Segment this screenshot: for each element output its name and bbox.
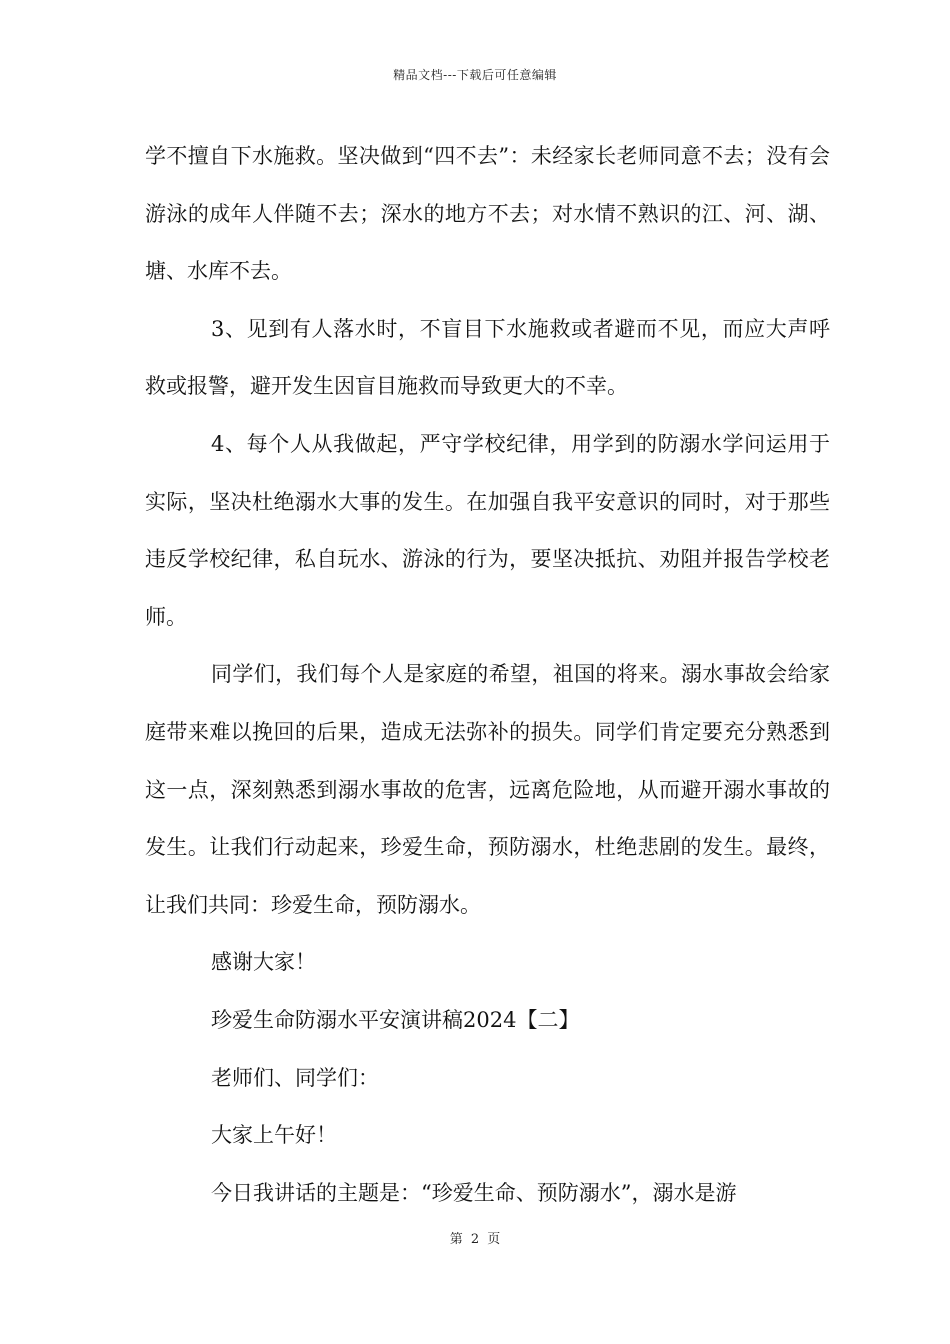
paragraph-closing: 同学们，我们每个人是家庭的希望，祖国的将来。溺水事故会给家庭带来难以挽回的后果，造成无法弥补的损失。同学们肯定要充分熟悉到这一点，深刻熟悉到溺水事故的危害，远离危险地，从而避开溺水事故的发生。让我们行动起来，珍爱生命，预防溺水，杜绝悲剧的发生。最终，让我们共同：珍爱生命，预防溺水。: [145, 662, 830, 917]
salutation: 老师们、同学们：: [211, 1065, 379, 1090]
page-footer: [0, 1228, 950, 1247]
paragraph-item-3: 3、见到有人落水时，不盲目下水施救或者避而不见，而应大声呼救或报警，避开发生因盲目施救而导致更大的不幸。: [145, 316, 830, 399]
paragraph-thanks: 感谢大家！: [211, 950, 316, 975]
footer-suffix: 页: [487, 1232, 501, 1247]
greeting: 大家上午好！: [211, 1123, 337, 1148]
section-title: 珍爱生命防溺水平安演讲稿2024【二】: [211, 1007, 580, 1032]
page-number: 2: [470, 1232, 480, 1247]
paragraph-continuation: 学不擅自下水施救。坚决做到“四不去”：未经家长老师同意不去；没有会游泳的成年人伴随不去；深水的地方不去；对水情不熟识的江、河、湖、塘、水库不去。: [145, 144, 830, 284]
document-body: [145, 128, 830, 1222]
paragraph-topic: 今日我讲话的主题是：“珍爱生命、预防溺水”，溺水是游: [211, 1180, 737, 1205]
footer-prefix: 第: [449, 1232, 463, 1247]
paragraph-item-4: 4、每个人从我做起，严守学校纪律，用学到的防溺水学问运用于实际，坚决杜绝溺水大事的发生。在加强自我平安意识的同时，对于那些违反学校纪律，私自玩水、游泳的行为，要坚决抵抗、劝阻并报告学校老师。: [145, 431, 830, 629]
page-header: 精品文档---下载后可任意编辑: [393, 68, 557, 82]
